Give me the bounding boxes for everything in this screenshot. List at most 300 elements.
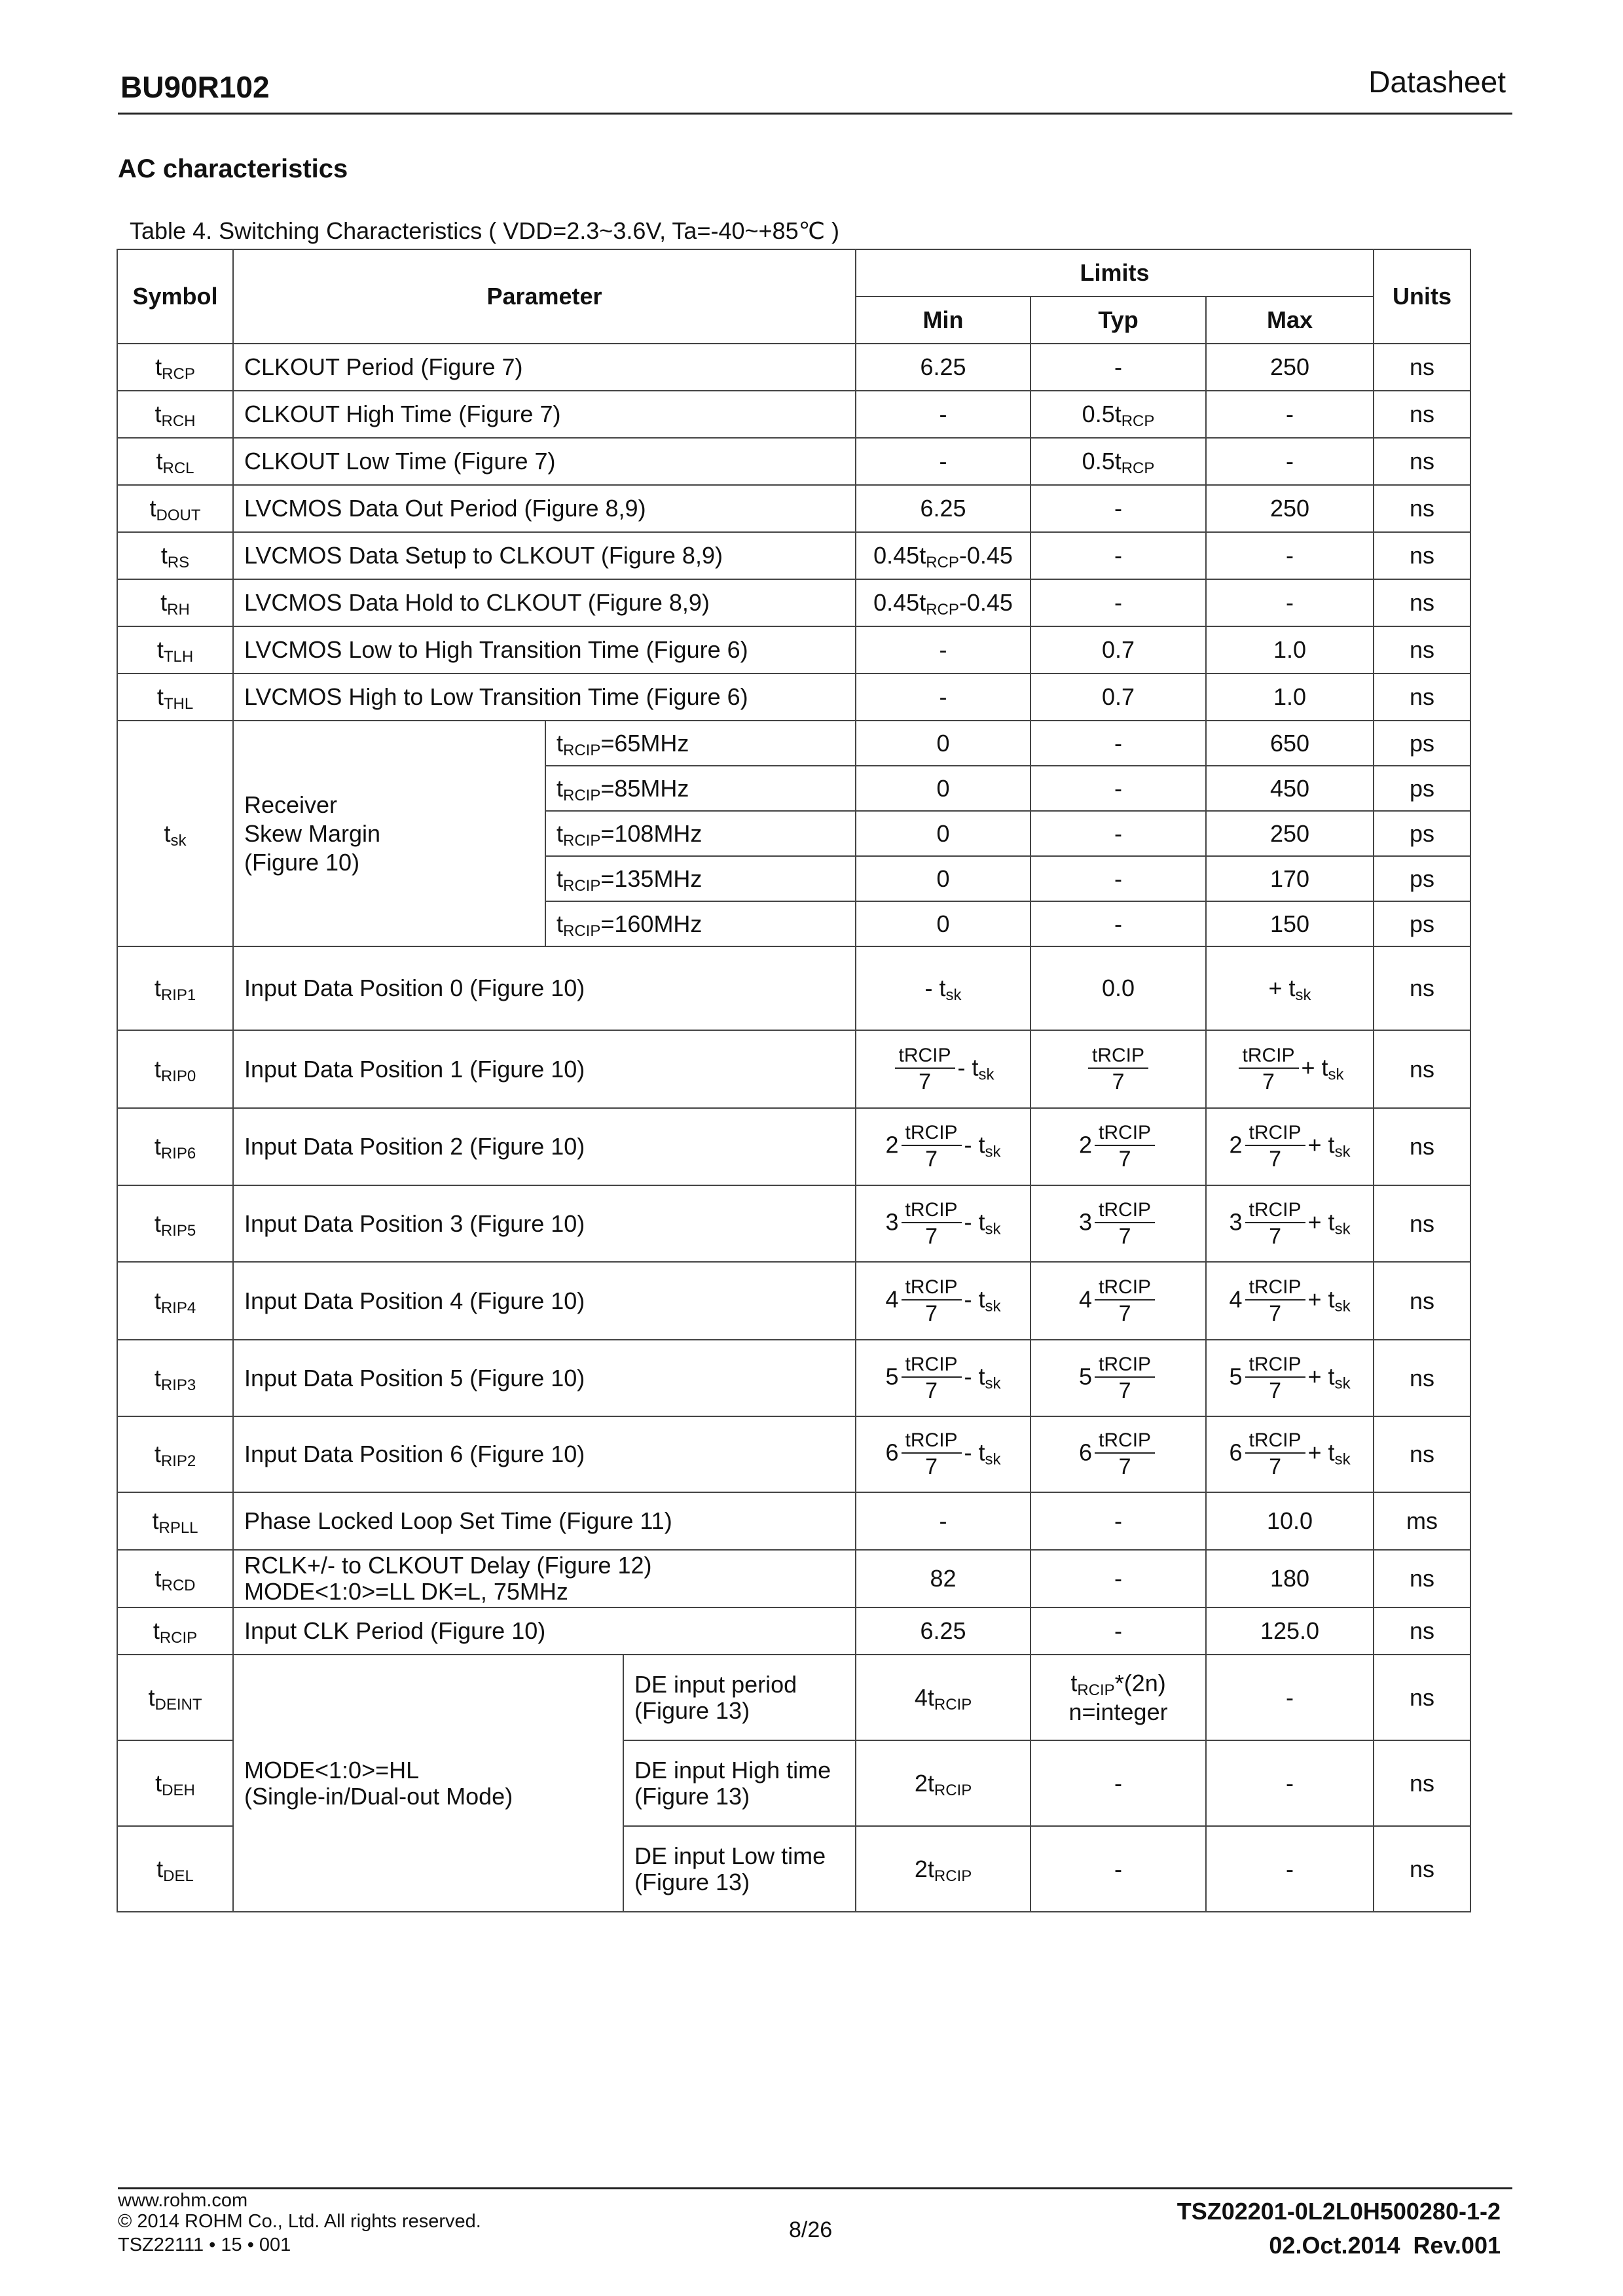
symbol-cell: $t_{DOUT}$ xyxy=(117,485,233,532)
value-text: 1.0 xyxy=(1273,683,1307,710)
value-text: 1.0 xyxy=(1273,636,1307,663)
fraction xyxy=(1095,1198,1155,1249)
subscript: sk xyxy=(985,1450,1001,1469)
table-row xyxy=(117,485,1470,532)
value-text: - xyxy=(1114,1769,1123,1797)
fraction-numerator: tRCIP xyxy=(1088,1044,1148,1069)
subscript: sk xyxy=(985,1374,1001,1393)
fraction-numerator: tRCIP xyxy=(1245,1198,1305,1223)
units-cell: ns xyxy=(1374,438,1470,485)
fraction xyxy=(1095,1121,1155,1172)
condition-cell xyxy=(545,811,856,856)
subscript: RCIP xyxy=(934,1781,972,1799)
max-cell xyxy=(1206,1826,1374,1912)
max-cell xyxy=(1206,391,1374,438)
value-text: 125.0 xyxy=(1260,1617,1320,1644)
value-text: *(2n) n=integer xyxy=(1068,1669,1168,1725)
fraction-denominator: 7 xyxy=(925,1378,938,1403)
units-cell: ps xyxy=(1374,901,1470,946)
parameter-cell: CLKOUT Period (Figure 7) xyxy=(233,344,856,391)
min-cell xyxy=(856,1492,1030,1550)
sub-parameter-cell: DE input High time (Figure 13) xyxy=(623,1740,856,1826)
max-cell xyxy=(1206,1655,1374,1740)
value-text: 4 xyxy=(1079,1285,1093,1313)
table-row xyxy=(117,1550,1470,1607)
max-cell xyxy=(1206,856,1374,901)
min-cell xyxy=(856,1416,1030,1492)
parameter-cell: LVCMOS High to Low Transition Time (Figure 6) xyxy=(233,673,856,721)
value-text: 3 xyxy=(885,1208,899,1236)
units-cell: ps xyxy=(1374,811,1470,856)
footer-website[interactable]: www.rohm.com xyxy=(118,2190,248,2211)
value-text: + t xyxy=(1307,1363,1335,1390)
value-text: 2 xyxy=(1229,1131,1243,1158)
typ-cell xyxy=(1030,721,1206,766)
fraction-denominator: 7 xyxy=(1269,1454,1281,1479)
table-row xyxy=(117,344,1470,391)
symbol-subscript: RIP5 xyxy=(160,1221,196,1240)
units-cell: ps xyxy=(1374,856,1470,901)
value-text: 150 xyxy=(1269,910,1310,937)
fraction-denominator: 7 xyxy=(925,1223,938,1249)
value-text: =85MHz xyxy=(600,774,689,802)
units-cell: ns xyxy=(1374,1030,1470,1108)
value-text: - xyxy=(1286,589,1294,616)
min-cell xyxy=(856,1607,1030,1655)
symbol-cell: $t_{sk}$ xyxy=(117,721,233,946)
footer-copyright: © 2014 ROHM Co., Ltd. All rights reserved. xyxy=(118,2211,481,2232)
value-text: 250 xyxy=(1269,353,1310,380)
units-cell: ns xyxy=(1374,532,1470,579)
typ-cell xyxy=(1030,344,1206,391)
value-text: - t xyxy=(964,1208,985,1236)
max-cell xyxy=(1206,1108,1374,1185)
fraction xyxy=(1245,1121,1305,1172)
value-text: - xyxy=(939,1507,947,1534)
typ-cell xyxy=(1030,1416,1206,1492)
min-cell xyxy=(856,579,1030,626)
symbol-subscript: TLH xyxy=(163,648,194,666)
typ-cell xyxy=(1030,1185,1206,1262)
page-number: 8/26 xyxy=(789,2217,833,2242)
min-cell xyxy=(856,1655,1030,1740)
typ-cell xyxy=(1030,1340,1206,1416)
subscript: RCIP xyxy=(563,831,601,850)
units-cell: ns xyxy=(1374,1416,1470,1492)
fraction-denominator: 7 xyxy=(1118,1147,1131,1172)
max-cell xyxy=(1206,1340,1374,1416)
symbol-cell: $t_{DEH}$ xyxy=(117,1740,233,1826)
symbol-cell: $t_{RS}$ xyxy=(117,532,233,579)
parameter-cell: LVCMOS Data Hold to CLKOUT (Figure 8,9) xyxy=(233,579,856,626)
table-row xyxy=(117,1416,1470,1492)
min-cell xyxy=(856,811,1030,856)
table-row xyxy=(117,673,1470,721)
units-cell: ps xyxy=(1374,766,1470,811)
symbol-cell: $t_{RPLL}$ xyxy=(117,1492,233,1550)
value-text: - xyxy=(1114,542,1123,569)
value-text: 0 xyxy=(936,819,950,847)
fraction-numerator: tRCIP xyxy=(1095,1198,1155,1223)
fraction-denominator: 7 xyxy=(1118,1378,1131,1403)
symbol-subscript: RPLL xyxy=(158,1519,198,1537)
max-cell xyxy=(1206,532,1374,579)
fraction-numerator: tRCIP xyxy=(902,1353,962,1378)
typ-cell xyxy=(1030,1550,1206,1607)
fraction-numerator: tRCIP xyxy=(1095,1353,1155,1378)
fraction xyxy=(1095,1429,1155,1480)
value-text: - xyxy=(939,683,947,710)
condition-cell xyxy=(545,856,856,901)
max-cell xyxy=(1206,438,1374,485)
fraction-denominator: 7 xyxy=(925,1300,938,1326)
table-row xyxy=(117,532,1470,579)
fraction xyxy=(902,1198,962,1249)
value-text: 6 xyxy=(1229,1439,1243,1466)
subscript: sk xyxy=(985,1220,1001,1238)
condition-cell xyxy=(545,721,856,766)
value-text: + t xyxy=(1307,1208,1335,1236)
units-cell: ns xyxy=(1374,1550,1470,1607)
fraction-numerator: tRCIP xyxy=(895,1044,955,1069)
table-row xyxy=(117,946,1470,1030)
typ-cell xyxy=(1030,1030,1206,1108)
typ-cell xyxy=(1030,579,1206,626)
symbol-subscript: RCL xyxy=(162,459,194,477)
value-text: - xyxy=(939,448,947,475)
parameter-cell: Input Data Position 6 (Figure 10) xyxy=(233,1416,856,1492)
subscript: RCIP xyxy=(934,1867,972,1885)
symbol-subscript: RIP3 xyxy=(160,1376,196,1394)
max-cell xyxy=(1206,721,1374,766)
value-text: 2t xyxy=(914,1855,934,1882)
fraction-numerator: tRCIP xyxy=(902,1121,962,1146)
typ-cell xyxy=(1030,391,1206,438)
units-cell: ns xyxy=(1374,946,1470,1030)
subscript: RCIP xyxy=(1077,1681,1115,1699)
typ-cell xyxy=(1030,532,1206,579)
value-text: 180 xyxy=(1269,1565,1310,1592)
fraction-numerator: tRCIP xyxy=(1095,1121,1155,1146)
subscript: sk xyxy=(1334,1143,1351,1161)
table-row xyxy=(117,391,1470,438)
value-text: 3 xyxy=(1079,1208,1093,1236)
header-max: Max xyxy=(1206,296,1374,344)
typ-cell xyxy=(1030,811,1206,856)
fraction xyxy=(1245,1429,1305,1480)
table-row-skew xyxy=(117,721,1470,766)
header-symbol: Symbol xyxy=(117,249,233,344)
min-cell xyxy=(856,673,1030,721)
subscript: sk xyxy=(1334,1374,1351,1393)
fraction xyxy=(1095,1353,1155,1404)
fraction xyxy=(902,1353,962,1404)
min-cell xyxy=(856,1108,1030,1185)
value-text: - xyxy=(1114,910,1123,937)
subscript: RCIP xyxy=(563,876,601,895)
fraction-denominator: 7 xyxy=(1262,1069,1275,1094)
switching-characteristics-table xyxy=(117,249,1471,1912)
max-cell xyxy=(1206,579,1374,626)
value-text: 0 xyxy=(936,774,950,802)
fraction-numerator: tRCIP xyxy=(902,1276,962,1300)
subscript: sk xyxy=(985,1297,1001,1316)
fraction-denominator: 7 xyxy=(1112,1069,1125,1094)
min-cell xyxy=(856,946,1030,1030)
value-text: 6.25 xyxy=(920,353,966,380)
value-text: - t xyxy=(957,1054,979,1081)
fraction xyxy=(1245,1276,1305,1327)
value-text: 650 xyxy=(1269,729,1310,757)
min-cell xyxy=(856,1030,1030,1108)
symbol-cell: $t_{RIP2}$ xyxy=(117,1416,233,1492)
fraction-denominator: 7 xyxy=(1118,1454,1131,1479)
symbol-cell: $t_{RH}$ xyxy=(117,579,233,626)
symbol-cell: $t_{RCL}$ xyxy=(117,438,233,485)
part-number: BU90R102 xyxy=(120,70,270,104)
symbol-subscript: RIP2 xyxy=(160,1452,196,1470)
value-text: + t xyxy=(1307,1439,1335,1466)
fraction-denominator: 7 xyxy=(1269,1147,1281,1172)
footer-form-code: TSZ22111 • 15 • 001 xyxy=(118,2234,291,2255)
value-text: - xyxy=(1114,495,1123,522)
value-text: - t xyxy=(964,1439,985,1466)
value-text: 5 xyxy=(885,1363,899,1390)
max-cell xyxy=(1206,1185,1374,1262)
units-cell: ns xyxy=(1374,1826,1470,1912)
value-text: =160MHz xyxy=(600,910,702,937)
value-text: + t xyxy=(1307,1285,1335,1313)
symbol-subscript: RIP1 xyxy=(160,986,196,1004)
table-row xyxy=(117,1340,1470,1416)
typ-cell xyxy=(1030,485,1206,532)
value-text: 0.45t xyxy=(873,589,926,616)
fraction xyxy=(1095,1276,1155,1327)
parameter-cell: CLKOUT Low Time (Figure 7) xyxy=(233,438,856,485)
sub-parameter-cell: DE input Low time (Figure 13) xyxy=(623,1826,856,1912)
fraction xyxy=(1088,1044,1148,1095)
value-text: - xyxy=(1114,1507,1123,1534)
fraction-numerator: tRCIP xyxy=(1239,1044,1299,1069)
typ-cell xyxy=(1030,1740,1206,1826)
value-text: 2 xyxy=(885,1131,899,1158)
typ-cell xyxy=(1030,1492,1206,1550)
subscript: RCP xyxy=(1121,459,1155,477)
value-text: - xyxy=(1114,865,1123,892)
value-text: 82 xyxy=(930,1565,957,1592)
document-type: Datasheet xyxy=(1368,65,1506,99)
typ-cell xyxy=(1030,1607,1206,1655)
typ-cell xyxy=(1030,1826,1206,1912)
typ-cell xyxy=(1030,626,1206,673)
value-text: t xyxy=(556,865,564,892)
subscript: RCP xyxy=(926,601,959,619)
sub-parameter-cell: DE input period (Figure 13) xyxy=(623,1655,856,1740)
typ-cell xyxy=(1030,946,1206,1030)
typ-cell xyxy=(1030,1108,1206,1185)
symbol-cell: $t_{RIP1}$ xyxy=(117,946,233,1030)
units-cell: ns xyxy=(1374,579,1470,626)
symbol-subscript: DOUT xyxy=(156,507,201,524)
units-cell: ns xyxy=(1374,1262,1470,1340)
value-text: 170 xyxy=(1269,865,1310,892)
fraction xyxy=(895,1044,955,1095)
value-text: - xyxy=(1286,448,1294,475)
value-text: -0.45 xyxy=(958,542,1013,569)
header-min: Min xyxy=(856,296,1030,344)
value-text: t xyxy=(556,774,564,802)
table-row xyxy=(117,1607,1470,1655)
value-text: 0.5t xyxy=(1082,448,1122,475)
symbol-cell: $t_{RCH}$ xyxy=(117,391,233,438)
symbol-cell: $t_{RIP6}$ xyxy=(117,1108,233,1185)
fraction xyxy=(1239,1044,1299,1095)
max-cell xyxy=(1206,1030,1374,1108)
min-cell xyxy=(856,856,1030,901)
value-text: + t xyxy=(1307,1131,1335,1158)
parameter-cell: Input CLK Period (Figure 10) xyxy=(233,1607,856,1655)
max-cell xyxy=(1206,485,1374,532)
value-text: t xyxy=(556,819,564,847)
units-cell: ps xyxy=(1374,721,1470,766)
condition-cell xyxy=(545,766,856,811)
units-cell: ns xyxy=(1374,1340,1470,1416)
value-text: - xyxy=(1114,1617,1123,1644)
value-text: - xyxy=(1286,401,1294,427)
subscript: sk xyxy=(1328,1066,1344,1084)
max-cell xyxy=(1206,1607,1374,1655)
parameter-cell: LVCMOS Data Setup to CLKOUT (Figure 8,9) xyxy=(233,532,856,579)
units-cell: ns xyxy=(1374,344,1470,391)
max-cell xyxy=(1206,1416,1374,1492)
min-cell xyxy=(856,626,1030,673)
value-text: + t xyxy=(1301,1054,1328,1081)
fraction-denominator: 7 xyxy=(1269,1223,1281,1249)
symbol-cell: $t_{DEL}$ xyxy=(117,1826,233,1912)
fraction-numerator: tRCIP xyxy=(1245,1429,1305,1454)
subscript: sk xyxy=(1334,1220,1351,1238)
fraction xyxy=(1245,1353,1305,1404)
value-text: - t xyxy=(924,975,946,1001)
max-cell xyxy=(1206,901,1374,946)
symbol-subscript: DEL xyxy=(163,1867,194,1885)
symbol-subscript: RCH xyxy=(161,412,196,430)
symbol-cell: $t_{RIP3}$ xyxy=(117,1340,233,1416)
condition-cell xyxy=(545,901,856,946)
value-text: 0.0 xyxy=(1102,975,1135,1001)
fraction-numerator: tRCIP xyxy=(902,1429,962,1454)
value-text: 0.5t xyxy=(1082,401,1122,427)
value-text: =135MHz xyxy=(600,865,702,892)
table-row xyxy=(117,438,1470,485)
parameter-cell: Input Data Position 0 (Figure 10) xyxy=(233,946,856,1030)
fraction xyxy=(902,1121,962,1172)
max-cell xyxy=(1206,1492,1374,1550)
table-row xyxy=(117,1262,1470,1340)
subscript: sk xyxy=(1295,986,1311,1004)
value-text: - xyxy=(1114,1565,1123,1592)
symbol-subscript: RIP4 xyxy=(160,1299,196,1317)
document-number: TSZ02201-0L2L0H500280-1-2 xyxy=(1176,2198,1501,2225)
fraction-denominator: 7 xyxy=(1118,1300,1131,1326)
value-text: - xyxy=(1114,819,1123,847)
value-text: - xyxy=(939,401,947,427)
value-text: 0.45t xyxy=(873,542,926,569)
typ-cell xyxy=(1030,901,1206,946)
value-text: - xyxy=(1286,1683,1294,1711)
symbol-subscript: DEINT xyxy=(155,1695,202,1713)
symbol-subscript: RH xyxy=(167,601,190,619)
fraction-denominator: 7 xyxy=(1118,1223,1131,1249)
subscript: sk xyxy=(945,986,962,1004)
max-cell xyxy=(1206,1550,1374,1607)
value-text: 4 xyxy=(1229,1285,1243,1313)
value-text: - t xyxy=(964,1131,985,1158)
subscript: RCIP xyxy=(563,922,601,940)
subscript: RCP xyxy=(1121,412,1155,430)
min-cell xyxy=(856,721,1030,766)
fraction-numerator: tRCIP xyxy=(1095,1276,1155,1300)
min-cell xyxy=(856,1740,1030,1826)
max-cell xyxy=(1206,1740,1374,1826)
header-units: Units xyxy=(1374,249,1470,344)
header-divider xyxy=(118,113,1512,115)
symbol-cell: $t_{DEINT}$ xyxy=(117,1655,233,1740)
table-row xyxy=(117,1492,1470,1550)
header-parameter: Parameter xyxy=(233,249,856,344)
value-text: 5 xyxy=(1079,1363,1093,1390)
value-text: 10.0 xyxy=(1266,1507,1313,1534)
min-cell xyxy=(856,344,1030,391)
fraction-numerator: tRCIP xyxy=(1095,1429,1155,1454)
table-row xyxy=(117,579,1470,626)
typ-cell xyxy=(1030,673,1206,721)
parameter-cell: MODE<1:0>=HL (Single-in/Dual-out Mode) xyxy=(233,1655,623,1912)
parameter-cell: Phase Locked Loop Set Time (Figure 11) xyxy=(233,1492,856,1550)
fraction xyxy=(1245,1198,1305,1249)
fraction xyxy=(902,1429,962,1480)
units-cell: ns xyxy=(1374,485,1470,532)
value-text: 250 xyxy=(1269,819,1310,847)
value-text: 6.25 xyxy=(920,1617,966,1644)
typ-cell xyxy=(1030,1262,1206,1340)
units-cell: ns xyxy=(1374,1607,1470,1655)
value-text: - xyxy=(1286,1769,1294,1797)
max-cell xyxy=(1206,811,1374,856)
symbol-cell: $t_{RCP}$ xyxy=(117,344,233,391)
value-text: -0.45 xyxy=(958,589,1013,616)
fraction xyxy=(902,1276,962,1327)
value-text: + t xyxy=(1268,975,1296,1001)
units-cell: ns xyxy=(1374,1185,1470,1262)
value-text: 6 xyxy=(1079,1439,1093,1466)
value-text: 450 xyxy=(1269,774,1310,802)
typ-cell xyxy=(1030,856,1206,901)
symbol-subscript: RS xyxy=(167,554,190,571)
parameter-cell: Input Data Position 1 (Figure 10) xyxy=(233,1030,856,1108)
symbol-subscript: RIP0 xyxy=(160,1067,196,1085)
units-cell: ns xyxy=(1374,626,1470,673)
value-text: - xyxy=(1286,1855,1294,1882)
value-text: 6.25 xyxy=(920,495,966,522)
fraction-numerator: tRCIP xyxy=(1245,1276,1305,1300)
value-text: t xyxy=(556,910,564,937)
header-limits: Limits xyxy=(856,249,1374,296)
symbol-subscript: DEH xyxy=(162,1781,195,1799)
value-text: - xyxy=(1114,353,1123,380)
fraction-denominator: 7 xyxy=(925,1454,938,1479)
max-cell xyxy=(1206,344,1374,391)
